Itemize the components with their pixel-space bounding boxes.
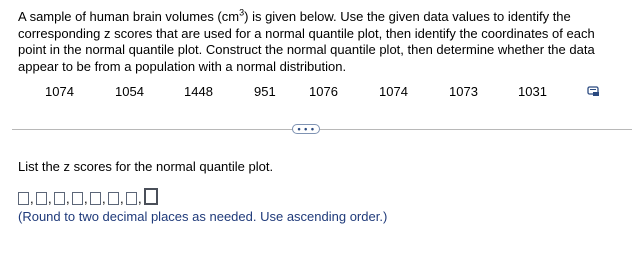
rounding-hint: (Round to two decimal places as needed. Use ascending order.) xyxy=(18,209,388,224)
data-values-row xyxy=(0,84,634,100)
section-divider xyxy=(12,129,632,130)
data-value: 1074 xyxy=(379,84,408,99)
separator-comma: , xyxy=(138,191,142,206)
cm-superscript: 3 xyxy=(239,7,245,18)
question-text xyxy=(18,9,626,75)
separator-comma: , xyxy=(30,191,34,206)
data-value: 1031 xyxy=(518,84,547,99)
z-score-input-active[interactable] xyxy=(144,188,158,205)
z-score-input[interactable] xyxy=(90,192,101,205)
data-value: 1073 xyxy=(449,84,478,99)
z-score-input[interactable] xyxy=(72,192,83,205)
data-value: 951 xyxy=(254,84,276,99)
question-text-part2: ) is given below. Use the given data values to identify the corresponding z scores that are used for a normal quantile plot, then identify the coordinates of each point in the normal quantile plot. Construct the normal quantile plot, then determine whether the data appear to be from a population with a normal distribution. xyxy=(18,9,595,74)
separator-comma: , xyxy=(102,191,106,206)
expand-more-button[interactable]: • • • xyxy=(292,124,320,134)
z-score-input[interactable] xyxy=(36,192,47,205)
z-score-input[interactable] xyxy=(108,192,119,205)
z-score-input[interactable] xyxy=(126,192,137,205)
question-text-part1: A sample of human brain volumes (cm xyxy=(18,9,240,24)
z-score-input[interactable] xyxy=(18,192,29,205)
separator-comma: , xyxy=(48,191,52,206)
data-value: 1448 xyxy=(184,84,213,99)
z-score-answer-row xyxy=(18,189,158,205)
answer-prompt: List the z scores for the normal quantile plot. xyxy=(18,159,274,174)
copy-data-icon[interactable] xyxy=(587,84,600,96)
separator-comma: , xyxy=(120,191,124,206)
data-value: 1074 xyxy=(45,84,74,99)
separator-comma: , xyxy=(66,191,70,206)
z-score-input[interactable] xyxy=(54,192,65,205)
data-value: 1076 xyxy=(309,84,338,99)
separator-comma: , xyxy=(84,191,88,206)
data-value: 1054 xyxy=(115,84,144,99)
